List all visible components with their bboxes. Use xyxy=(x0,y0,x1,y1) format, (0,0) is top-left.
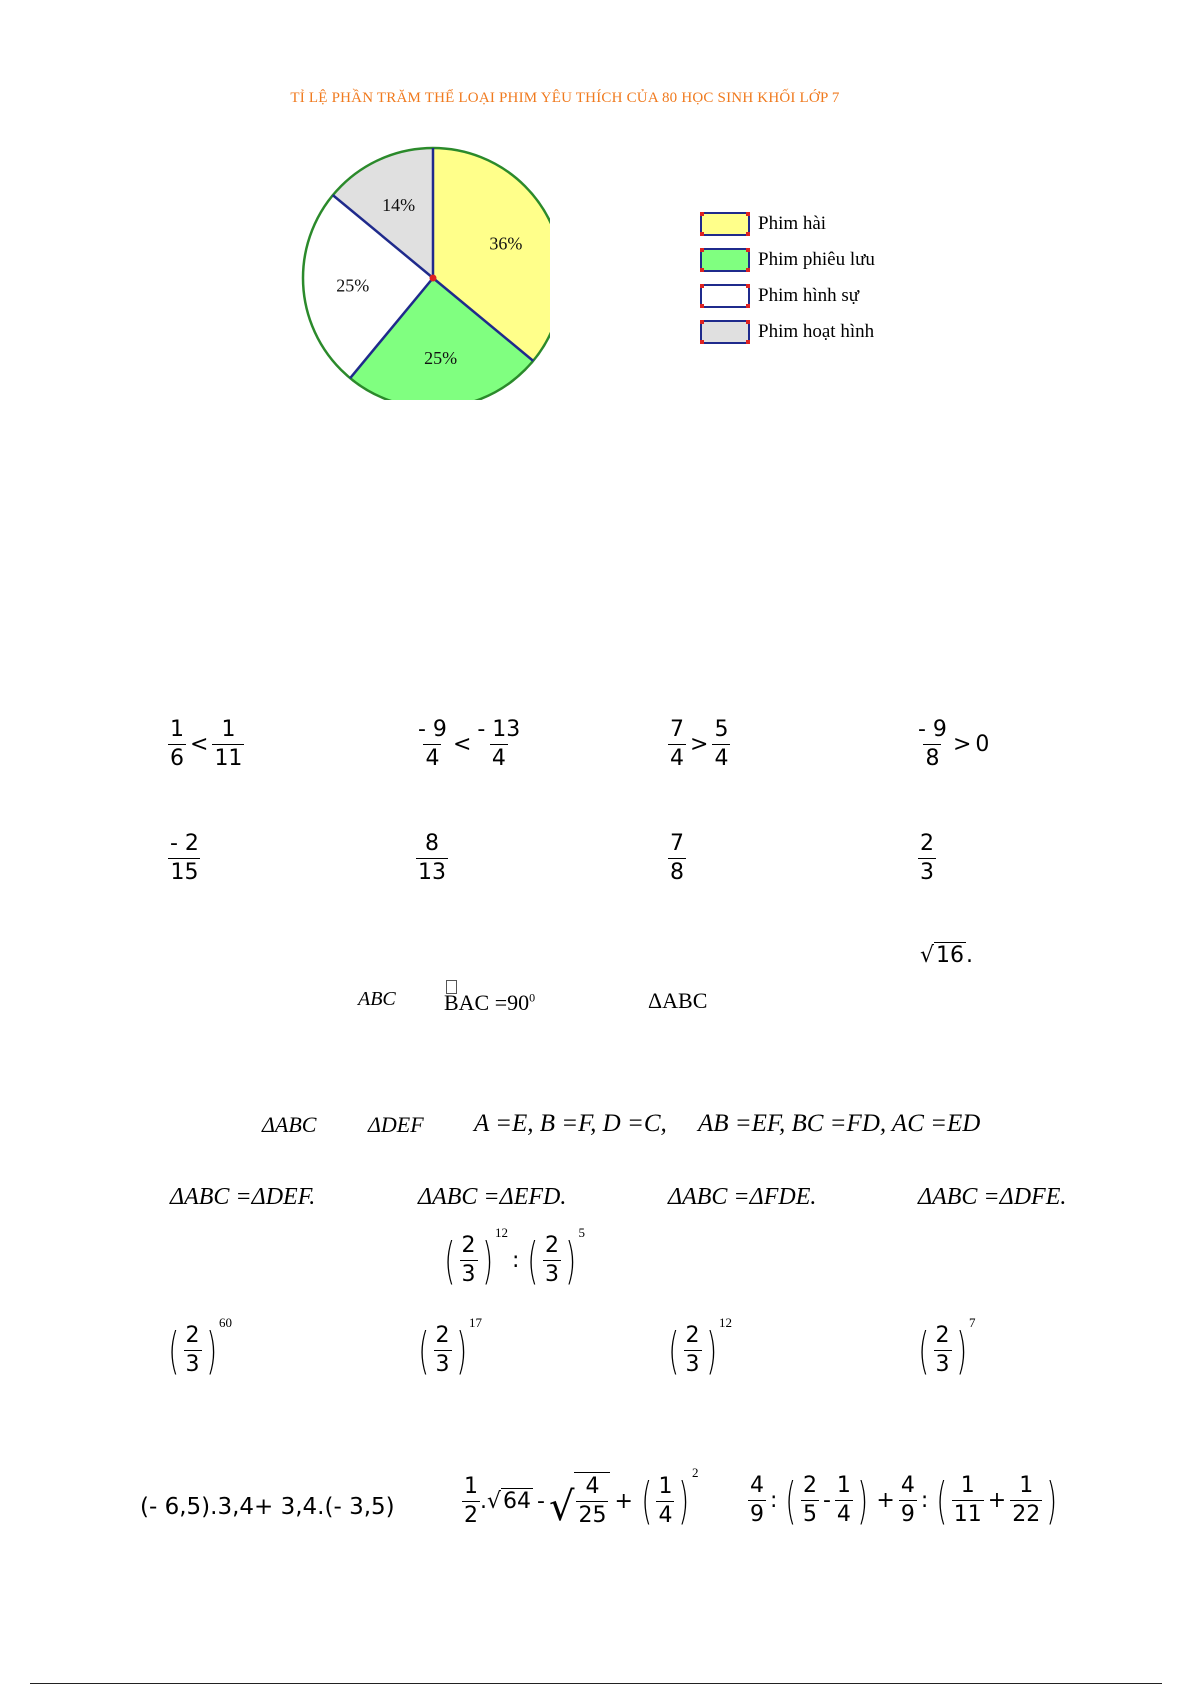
frac-option-b: $\frac{8}{13}$ xyxy=(418,831,446,885)
congr-option-a: ΔABC =ΔDEF. xyxy=(170,1184,316,1210)
legend-swatch xyxy=(700,212,750,236)
congr-option-c: ΔABC =ΔFDE. xyxy=(668,1184,817,1210)
congr-option-b: ΔABC =ΔEFD. xyxy=(418,1184,567,1210)
triangle-abc: ABC xyxy=(358,988,396,1010)
power-option-d: ( $\frac{2}{3}$ ) 7 xyxy=(918,1314,976,1380)
fraction: $\frac{- 9}{4}$ xyxy=(418,717,447,771)
power-option-c: ( $\frac{2}{3}$ ) 12 xyxy=(668,1314,733,1380)
pie-chart xyxy=(290,140,550,400)
congr-option-d: ΔABC =ΔDFE. xyxy=(918,1184,1067,1210)
power-option-b: ( $\frac{2}{3}$ ) 17 xyxy=(418,1314,483,1380)
fraction: $\frac{- 13}{4}$ xyxy=(477,717,521,771)
legend-label: Phim hình sự xyxy=(758,285,860,306)
triangle-abc-2: ΔABC xyxy=(262,1112,317,1137)
side-equalities: AB =EF, BC =FD, AC =ED xyxy=(698,1110,981,1137)
pie-slice-label: 36% xyxy=(489,233,523,254)
sqrt-16: √ 16 . xyxy=(920,943,974,968)
power-expression: ( $\frac{2}{3}$ ) 12 : ( $\frac{2}{3}$ ) 5 xyxy=(444,1224,585,1290)
calc-expression-1: (- 6,5).3,4+ 3,4.(- 3,5) xyxy=(140,1494,395,1520)
pie-slice-label: 25% xyxy=(336,275,370,296)
pie-slice-label: 14% xyxy=(382,195,416,216)
frac-option-a: $\frac{- 2}{15}$ xyxy=(170,831,199,885)
legend-swatch xyxy=(700,320,750,344)
calc-expression-3: $\frac{4}{9}$ : ( $\frac{2}{5}$ - $\frac{1}{4}$ ) + $\frac{4}{9}$ : ( $\frac{1}{11}$ + $\frac{1}{22}$ ) xyxy=(750,1471,1058,1530)
chart-title: TỈ LỆ PHẦN TRĂM THỂ LOẠI PHIM YÊU THÍCH CỦA 80 HỌC SINH KHỐI LỚP 7 xyxy=(290,90,840,106)
triangle-def: ΔDEF xyxy=(368,1112,424,1137)
pie-slice-label: 25% xyxy=(424,348,458,369)
angle-bac: BAC $=90^0$ xyxy=(444,990,536,1015)
ineq-option-a: $\frac{1}{6}$ < $\frac{1}{11}$ xyxy=(170,717,243,771)
ineq-option-c: $\frac{7}{4}$ > $\frac{5}{4}$ xyxy=(670,717,729,771)
ineq-option-d: $\frac{- 9}{8}$ > 0 xyxy=(918,717,990,771)
fraction: $\frac{1}{6}$ xyxy=(170,717,184,771)
delta-abc: ΔABC xyxy=(648,988,708,1013)
legend-label: Phim hài xyxy=(758,213,827,234)
power-option-a: ( $\frac{2}{3}$ ) 60 xyxy=(168,1314,233,1380)
legend-swatch xyxy=(700,284,750,308)
legend-label: Phim phiêu lưu xyxy=(758,249,875,270)
pie-center-dot xyxy=(430,275,437,282)
angle-equalities: A =E, B =F, D =C, xyxy=(474,1110,667,1137)
frac-option-c: $\frac{7}{8}$ xyxy=(670,831,684,885)
page-bottom-rule xyxy=(30,1683,1162,1684)
calc-expression-2: $\frac{1}{2}$ . √ 64 - √ $\frac{4}{25}$ + ( $\frac{1}{4}$ ) 2 xyxy=(464,1465,699,1530)
legend-label: Phim hoạt hình xyxy=(758,321,875,342)
fraction: $\frac{7}{4}$ xyxy=(670,717,684,771)
legend-swatch xyxy=(700,248,750,272)
frac-option-d: $\frac{2}{3}$ xyxy=(920,831,934,885)
fraction: $\frac{1}{11}$ xyxy=(214,717,243,771)
fraction: $\frac{- 9}{8}$ xyxy=(918,717,947,771)
fraction: $\frac{5}{4}$ xyxy=(714,717,729,771)
ineq-option-b: $\frac{- 9}{4}$ < $\frac{- 13}{4}$ xyxy=(418,717,521,771)
